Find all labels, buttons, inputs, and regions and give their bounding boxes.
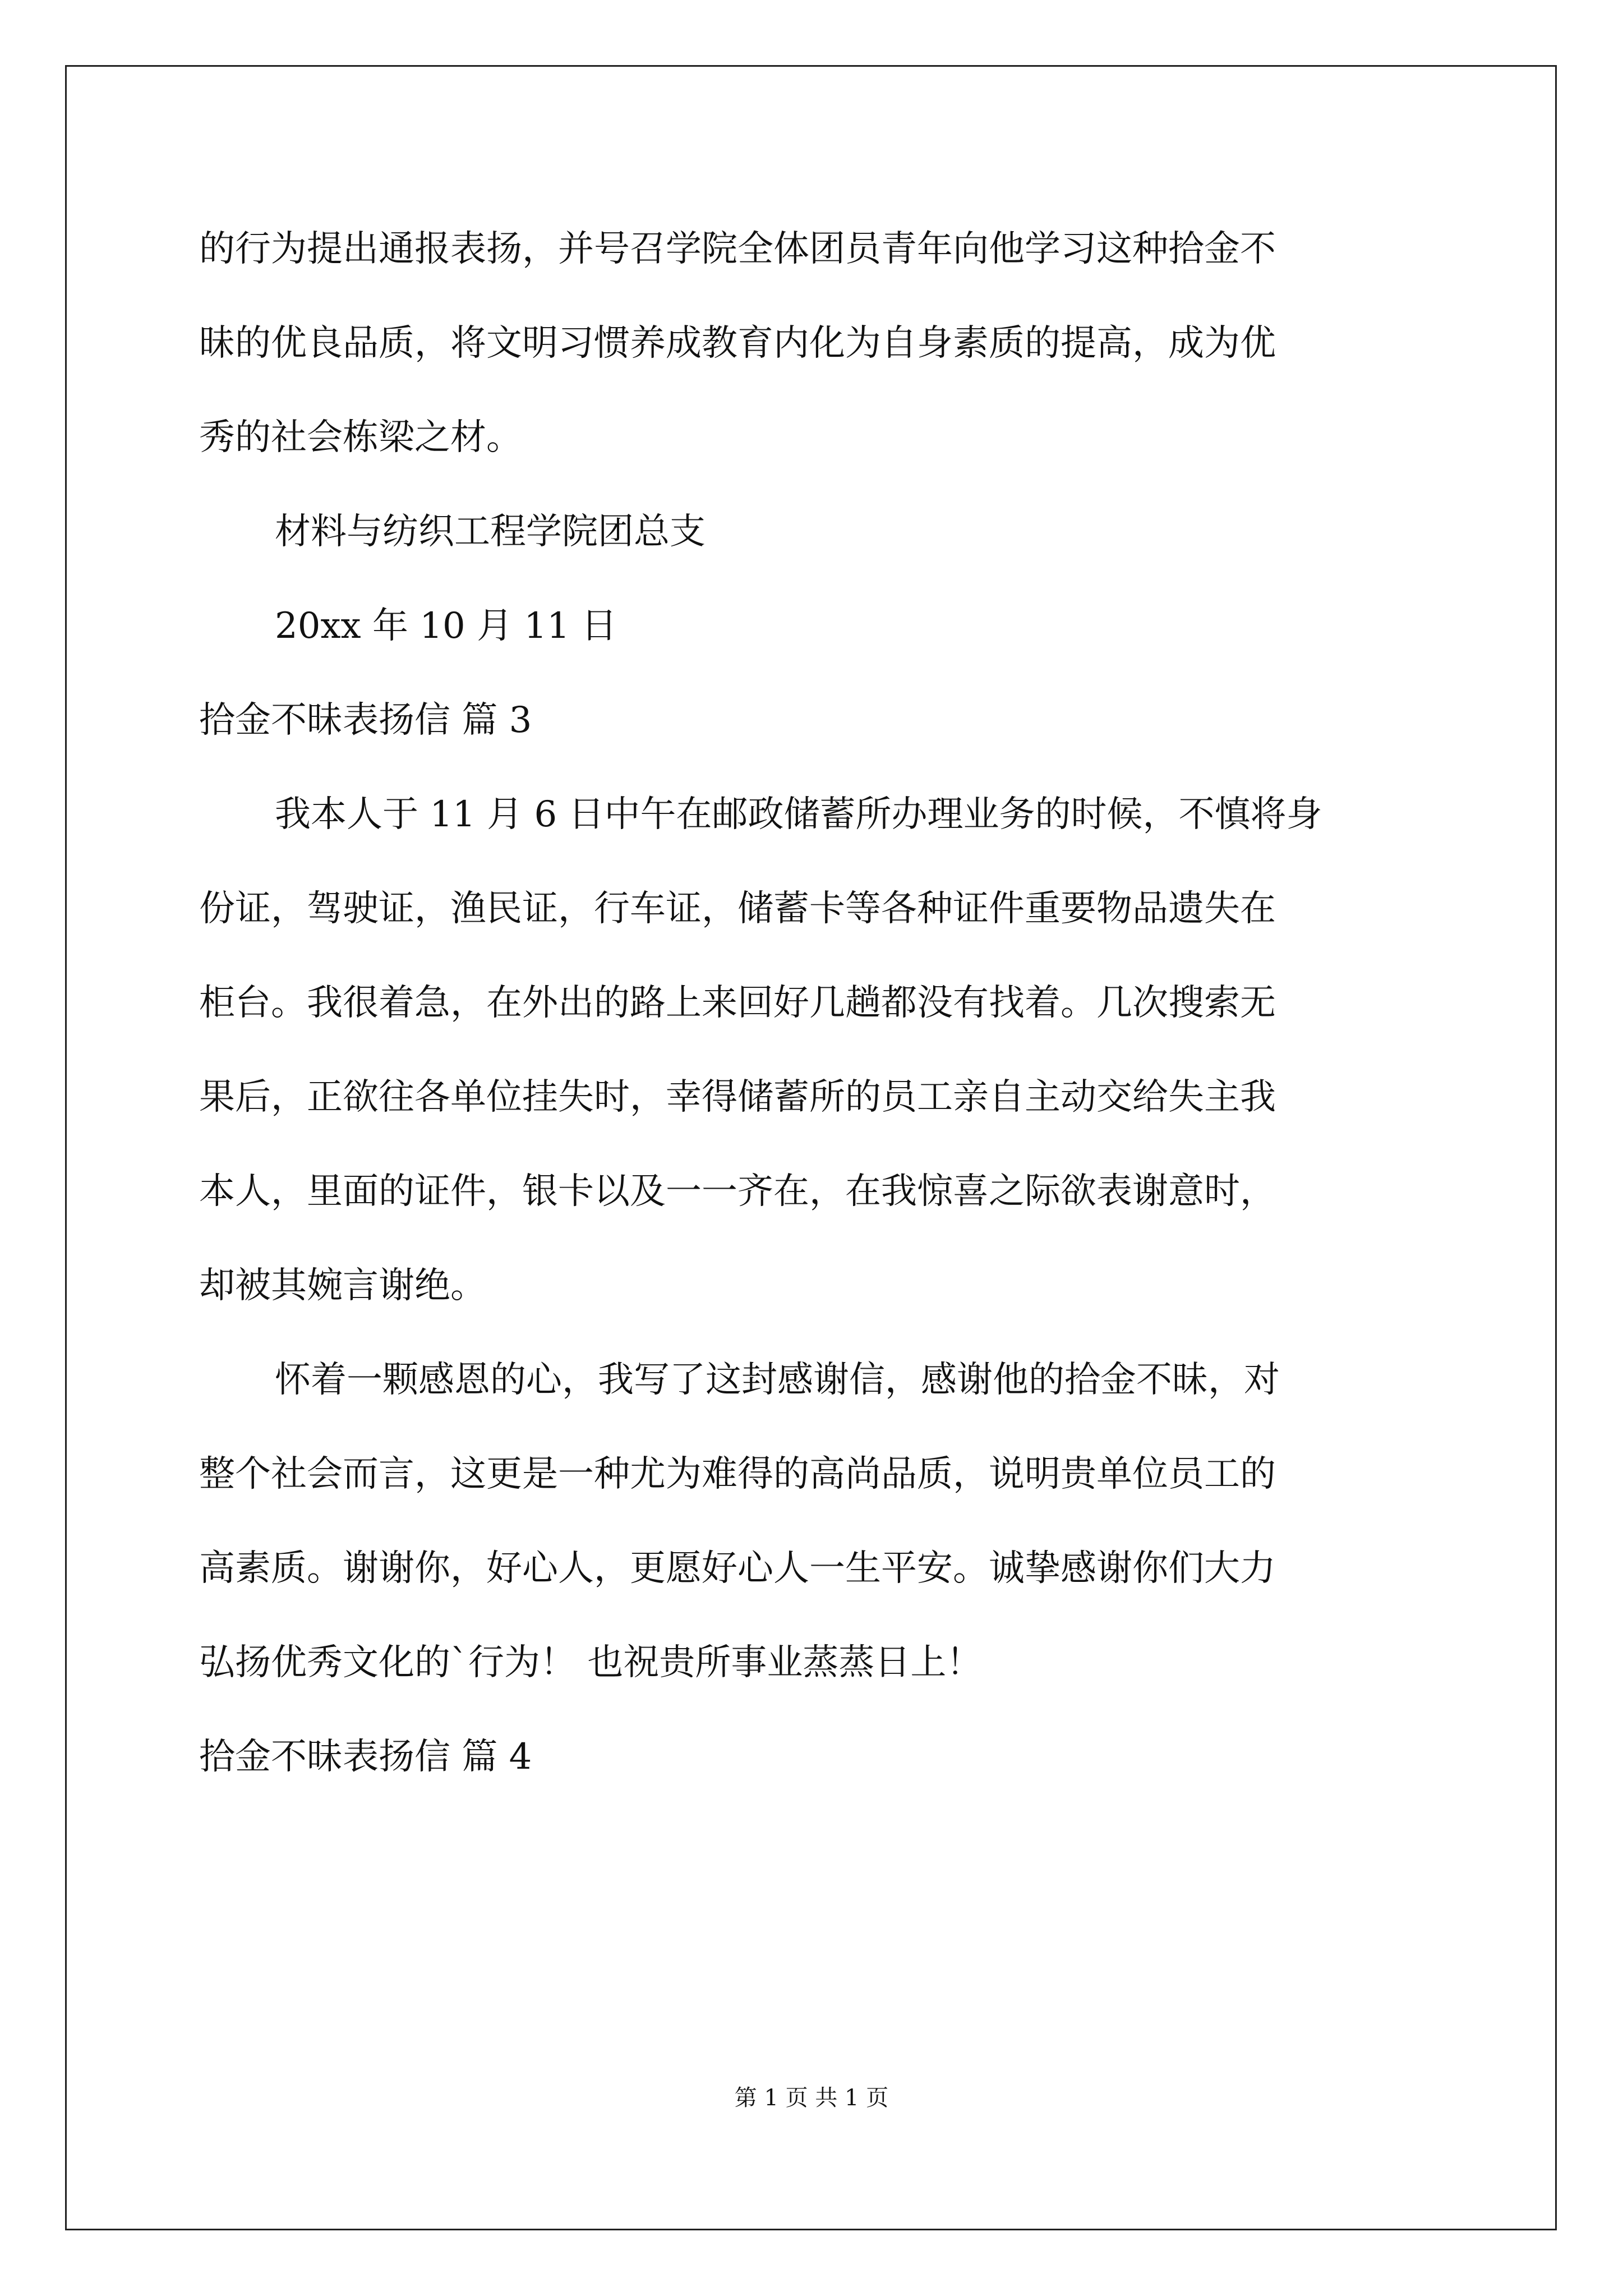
paragraph-line: 昧的优良品质，将文明习惯养成教育内化为自身素质的提高，成为优 [199, 323, 1276, 364]
document-body [199, 224, 1424, 1826]
paragraph-line: 份证，驾驶证，渔民证，行车证，储蓄卡等各种证件重要物品遗失在 [199, 888, 1276, 930]
paragraph-line: 怀着一颗感恩的心，我写了这封感谢信，感谢他的拾金不昧，对 [275, 1359, 1280, 1401]
paragraph-line: 我本人于 11 月 6 日中午在邮政储蓄所办理业务的时候，不慎将身 [275, 794, 1322, 835]
page-number: 第 1 页 共 1 页 [734, 2085, 889, 2111]
paragraph-line: 弘扬优秀文化的`行为！ 也祝贵所事业蒸蒸日上！ [199, 1642, 983, 1683]
paragraph-line: 秀的社会栋梁之材。 [199, 417, 522, 458]
paragraph-line: 柜台。我很着急，在外出的路上来回好几趟都没有找着。几次搜索无 [199, 982, 1276, 1024]
paragraph-line: 却被其婉言谢绝。 [199, 1265, 486, 1306]
paragraph-line: 高素质。谢谢你，好心人，更愿好心人一生平安。诚挚感谢你们大力 [199, 1548, 1276, 1589]
signature-date: 20xx 年 10 月 11 日 [275, 605, 617, 647]
paragraph-line: 本人，里面的证件，银卡以及一一齐在，在我惊喜之际欲表谢意时， [199, 1171, 1276, 1212]
paragraph-line: 果后，正欲往各单位挂失时，幸得储蓄所的员工亲自主动交给失主我 [199, 1076, 1276, 1118]
signature-organization: 材料与纺织工程学院团总支 [275, 511, 706, 553]
section-heading-3: 拾金不昧表扬信 篇 3 [199, 700, 532, 741]
section-heading-4: 拾金不昧表扬信 篇 4 [199, 1736, 532, 1778]
paragraph-line: 整个社会而言，这更是一种尤为难得的高尚品质，说明贵单位员工的 [199, 1453, 1276, 1495]
paragraph-line: 的行为提出通报表扬，并号召学院全体团员青年向他学习这种拾金不 [199, 228, 1276, 270]
